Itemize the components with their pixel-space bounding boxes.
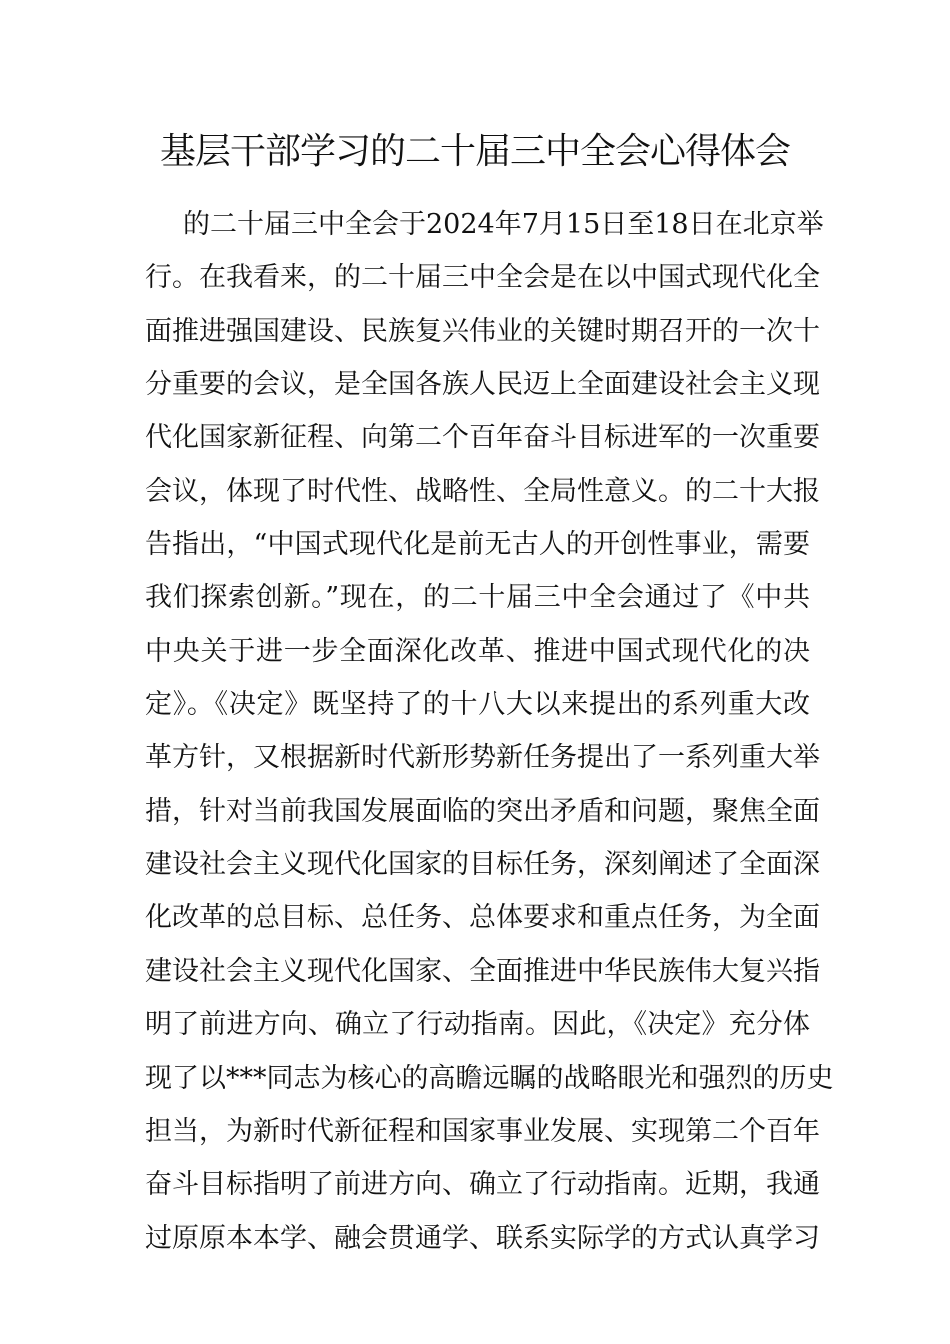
paragraph-line: 的二十届三中全会于2024年7月15日至18日在北京举 <box>183 209 824 240</box>
paragraph-line: 告指出，“中国式现代化是前无古人的开创性事业，需要 <box>145 529 810 561</box>
paragraph-line: 奋斗目标指明了前进方向、确立了行动指南。近期，我通 <box>145 1169 820 1201</box>
paragraph-line: 代化国家新征程、向第二个百年奋斗目标进军的一次重要 <box>145 422 820 454</box>
paragraph-line: 措，针对当前我国发展面临的突出矛盾和问题，聚焦全面 <box>145 795 820 827</box>
body-paragraph <box>145 198 834 1265</box>
paragraph-line: 现了以***同志为核心的高瞻远瞩的战略眼光和强烈的历史 <box>145 1062 834 1094</box>
paragraph-line: 中央关于进一步全面深化改革、推进中国式现代化的决 <box>145 635 810 667</box>
paragraph-line: 明了前进方向、确立了行动指南。因此，《决定》充分体 <box>145 1009 810 1041</box>
paragraph-line: 面推进强国建设、民族复兴伟业的关键时期召开的一次十 <box>145 315 820 347</box>
paragraph-line: 担当，为新时代新征程和国家事业发展、实现第二个百年 <box>145 1115 820 1147</box>
paragraph-line: 会议，体现了时代性、战略性、全局性意义。的二十大报 <box>145 475 820 507</box>
paragraph-line: 过原原本本学、融会贯通学、联系实际学的方式认真学习 <box>145 1222 820 1254</box>
paragraph-line: 建设社会主义现代化国家、全面推进中华民族伟大复兴指 <box>145 955 820 987</box>
paragraph-line: 分重要的会议，是全国各族人民迈上全面建设社会主义现 <box>145 369 820 401</box>
paragraph-line: 建设社会主义现代化国家的目标任务，深刻阐述了全面深 <box>145 849 820 881</box>
paragraph-line: 化改革的总目标、总任务、总体要求和重点任务，为全面 <box>145 902 820 934</box>
paragraph-line: 我们探索创新。”现在，的二十届三中全会通过了《中共 <box>145 582 810 614</box>
paragraph-line: 行。在我看来，的二十届三中全会是在以中国式现代化全 <box>145 262 820 294</box>
document-title: 基层干部学习的二十届三中全会心得体会 <box>159 131 790 172</box>
paragraph-line: 定》。《决定》既坚持了的十八大以来提出的系列重大改 <box>145 689 810 721</box>
paragraph-line: 革方针，又根据新时代新形势新任务提出了一系列重大举 <box>145 742 820 774</box>
